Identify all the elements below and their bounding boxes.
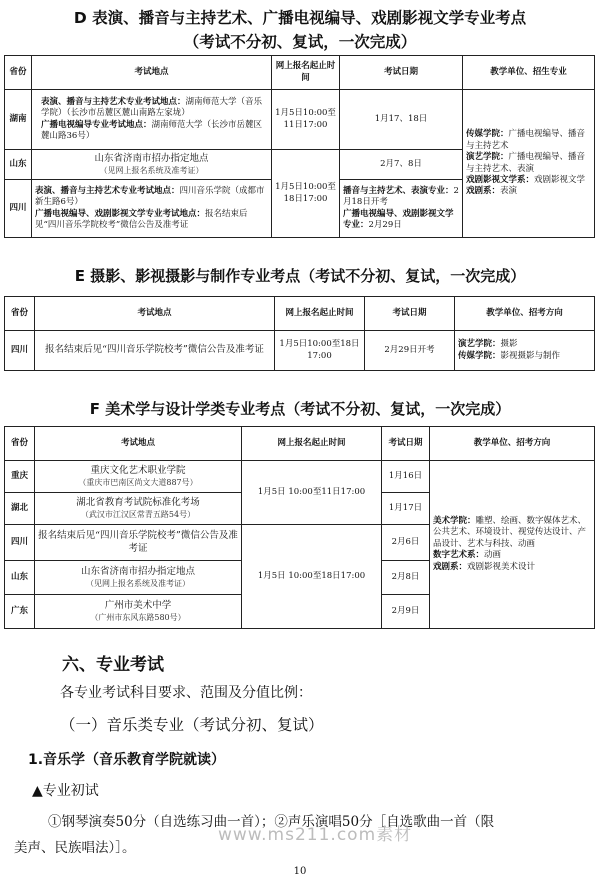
registration-cell: 1月5日10:00至18日17:00 [272,150,340,238]
unit-cell [463,90,595,238]
unit-entry: 美术学院：雕塑、绘画、数字媒体艺术、公共艺术、环境设计、视觉传达设计、产品设计、艺术与科技、动画 [433,515,587,549]
site-cell: 报名结束后见“四川音乐学院校考”微信公告及准考证 [35,525,242,561]
unit-entry: 演艺学院：广播电视编导、播音与主持艺术、表演 [466,152,586,174]
header-province: 省份 [5,297,35,331]
table-row [5,461,595,493]
header-date: 考试日期 [340,56,463,90]
header-unit: 教学单位、招考方向 [430,427,595,461]
province-cell: 湖南 [5,90,32,150]
province-cell: 山东 [5,150,32,180]
header-site: 考试地点 [35,297,275,331]
date-cell: 2月9日 [382,595,430,629]
header-registration: 网上报名起止时间 [275,297,365,331]
item-title: 1.音乐学（音乐教育学院就读） [28,752,226,768]
date-cell: 1月17日 [382,493,430,525]
date-cell: 1月17、18日 [340,90,463,150]
site-text: 湖南师范大学（音乐学院）（长沙市岳麓区麓山南路左家垅） [41,96,263,119]
paragraph-line: 美声、民族唱法）］。 [14,840,136,856]
header-site: 考试地点 [32,56,272,90]
section-d-table [4,55,595,238]
section-f-table [4,426,595,629]
header-site: 考试地点 [35,427,242,461]
site-cell: 表演、播音与主持艺术专业考试地点：四川音乐学院（成都市新生路6号） 广播电视编导、戏剧影视文学专业考试地点：报名结束后见“四川音乐学院校考”微信公告及准考证 [32,180,272,238]
section-heading: 六、专业考试 [62,655,164,675]
unit-entry: 传媒学院：广播电视编导、播音与主持艺术 [466,129,586,151]
province-cell: 广东 [5,595,35,629]
site-cell [32,90,272,150]
unit-entry: 戏剧系：表演 [466,186,518,197]
page-number: 10 [293,866,307,877]
site-text: 湖南师范大学（长沙市岳麓区麓山路36号） [41,119,263,141]
date-cell: 2月8日 [382,561,430,595]
item-subtitle: ▲专业初试 [32,783,99,799]
header-province: 省份 [5,427,35,461]
date-cell: 2月7、8日 [340,150,463,180]
unit-entry: 戏剧系：戏剧影视美术设计 [433,561,536,572]
section-d-title: D 表演、播音与主持艺术、广播电视编导、戏剧影视文学专业考点 [73,9,527,27]
section-e-title: E 摄影、影视摄影与制作专业考点（考试不分初、复试，一次完成） [74,267,526,285]
date-cell: 2月6日 [382,525,430,561]
province-cell: 湖北 [5,493,35,525]
header-unit: 教学单位、招生专业 [463,56,595,90]
site-cell: 广州市美术中学 （广州市东风东路580号） [35,595,242,629]
header-date: 考试日期 [365,297,455,331]
unit-cell [430,461,595,629]
header-date: 考试日期 [382,427,430,461]
registration-cell: 1月5日10:00至11日17:00 [272,90,340,150]
unit-entry: 演艺学院：摄影 [458,339,518,350]
header-registration: 网上报名起止时间 [242,427,382,461]
intro-text: 各专业考试科目要求、范围及分值比例： [60,685,312,701]
registration-cell: 1月5日 10:00至18日17:00 [242,525,382,629]
paragraph-line: ①钢琴演奏50分（自选练习曲一首）；②声乐演唱50分［自选歌曲一首（限 [48,814,495,830]
unit-entry: 戏剧影视文学系：戏剧影视文学 [466,174,586,185]
header-registration: 网上报名起止时间 [272,56,340,90]
province-cell: 四川 [5,331,35,371]
date-cell: 播音与主持艺术、表演专业：2月18日开考 广播电视编导、戏剧影视文学专业：2月29日 [340,180,463,238]
header-province: 省份 [5,56,32,90]
province-cell: 山东 [5,561,35,595]
subsection-title: （一）音乐类专业（考试分初、复试） [60,716,324,734]
site-cell: 报名结束后见“四川音乐学院校考”微信公告及准考证 [35,331,275,371]
registration-cell: 1月5日10:00至18日17:00 [275,331,365,371]
province-cell: 四川 [5,525,35,561]
registration-cell: 1月5日 10:00至11日17:00 [242,461,382,525]
unit-cell [455,331,595,371]
section-f-title: F 美术学与设计学类专业考点（考试不分初、复试，一次完成） [89,400,511,418]
table-row [5,90,595,150]
site-label: 广播电视编导专业考试地点： [41,119,152,130]
section-e-table [4,296,595,371]
watermark: www.ms211.com素材 [218,825,413,845]
site-cell: 湖北省教育考试院标准化考场 （武汉市江汉区常青五路54号） [35,493,242,525]
table-row [5,331,595,371]
unit-entry: 数字艺术系：动画 [433,550,502,561]
section-d-subtitle: （考试不分初、复试，一次完成） [183,33,417,51]
date-cell: 1月16日 [382,461,430,493]
province-cell: 四川 [5,180,32,238]
date-cell: 2月29日开考 [365,331,455,371]
province-cell: 重庆 [5,461,35,493]
site-cell: 重庆文化艺术职业学院 （重庆市巴南区尚文大道887号） [35,461,242,493]
site-cell: 山东省济南市招办指定地点 （见网上报名系统及准考证） [35,561,242,595]
header-unit: 教学单位、招考方向 [455,297,595,331]
site-label: 表演、播音与主持艺术专业考试地点： [41,96,186,107]
unit-entry: 传媒学院：影视摄影与制作 [458,350,561,361]
site-cell: 山东省济南市招办指定地点 （见网上报名系统及准考证） [32,150,272,180]
